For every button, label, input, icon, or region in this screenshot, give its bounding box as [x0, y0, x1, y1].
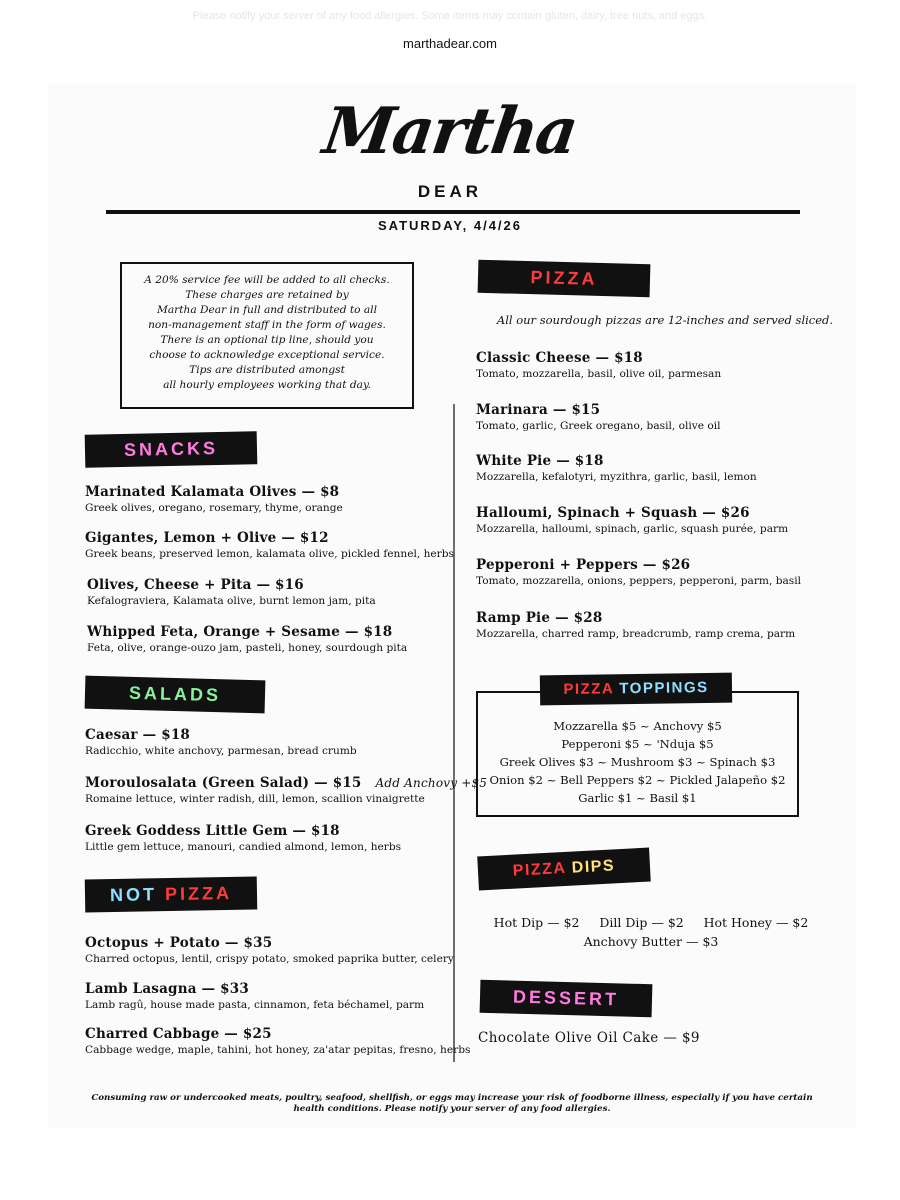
menu-item — [87, 624, 407, 655]
menu-date: SATURDAY, 4/4/26 — [378, 218, 522, 233]
menu-item — [85, 1026, 470, 1057]
menu-item — [85, 484, 343, 515]
menu-item — [85, 823, 401, 854]
item-desc: Kefalograviera, Kalamata olive, burnt lemon jam, pita — [87, 595, 376, 607]
item-desc: Tomato, mozzarella, onions, peppers, pepperoni, parm, basil — [476, 575, 802, 587]
logo-script: Martha — [319, 94, 582, 169]
menu-item — [476, 505, 788, 536]
fee-line: all hourly employees working that day. — [163, 379, 371, 391]
dip-item: Hot Honey — $2 — [703, 915, 809, 930]
item-name: Ramp Pie — $28 — [476, 610, 603, 626]
fee-line: choose to acknowledge exceptional service. — [149, 349, 385, 361]
allergy-footer: Consuming raw or undercooked meats, poultry, seafood, shellfish, or eggs may increase your risk of foodborne illness, especially if you have certain health conditions. Please notify your server of any food allergies. — [91, 1093, 813, 1114]
dip-item: Dill Dip — $2 — [599, 915, 684, 930]
dip-item: Anchovy Butter — $3 — [583, 934, 719, 949]
item-desc: Feta, olive, orange-ouzo jam, pasteli, honey, sourdough pita — [87, 642, 408, 654]
item-name: Marinated Kalamata Olives — $8 — [85, 484, 340, 500]
item-desc: Tomato, mozzarella, basil, olive oil, parmesan — [476, 368, 722, 380]
menu-item — [476, 453, 757, 484]
item-addon: Add Anchovy +$5 — [375, 776, 488, 790]
topping-line: Garlic $1 ~ Basil $1 — [578, 791, 697, 805]
item-desc: Greek beans, preserved lemon, kalamata olive, pickled fennel, herbs — [85, 548, 454, 560]
item-name: Caesar — $18 — [85, 727, 191, 743]
service-fee-notice — [120, 262, 414, 409]
item-desc: Little gem lettuce, manouri, candied almond, lemon, herbs — [85, 841, 402, 853]
menu-item — [476, 610, 795, 641]
menu-item — [85, 981, 424, 1012]
item-name: Charred Cabbage — $25 — [85, 1026, 272, 1042]
item-name: White Pie — $18 — [476, 453, 604, 469]
logo — [0, 96, 900, 168]
topping-line: Mozzarella $5 ~ Anchovy $5 — [553, 719, 722, 733]
toppings-title-b: TOPPINGS — [619, 678, 709, 698]
fee-line: There is an optional tip line, should you — [160, 334, 374, 346]
salads-banner — [85, 676, 266, 714]
fee-line: A 20% service fee will be added to all checks. — [144, 274, 390, 286]
item-desc: Mozzarella, kefalotyri, myzithra, garlic, basil, lemon — [476, 471, 757, 483]
not-pizza-title-b: PIZZA — [164, 882, 233, 905]
item-name: Octopus + Potato — $35 — [85, 935, 273, 951]
toppings-box — [476, 691, 799, 817]
dips-title-b: DIPS — [571, 857, 616, 877]
item-name: Gigantes, Lemon + Olive — $12 — [85, 530, 329, 546]
menu-item — [87, 577, 376, 608]
item-desc: Cabbage wedge, maple, tahini, hot honey, za'atar pepitas, fresno, herbs — [85, 1044, 471, 1056]
pizza-title: PIZZA — [530, 267, 598, 289]
item-desc: Lamb ragû, house made pasta, cinnamon, feta béchamel, parm — [85, 999, 425, 1011]
menu-item — [85, 775, 487, 806]
menu-item — [85, 935, 454, 966]
item-name: Pepperoni + Peppers — $26 — [476, 557, 691, 573]
fee-line: non-management staff in the form of wages. — [148, 319, 386, 331]
dip-item: Hot Dip — $2 — [493, 915, 580, 930]
not-pizza-banner — [85, 877, 258, 913]
item-name: Halloumi, Spinach + Squash — $26 — [476, 505, 750, 521]
menu-item — [476, 350, 721, 381]
toppings-title-a: PIZZA — [563, 680, 614, 699]
fee-line: Tips are distributed amongst — [189, 364, 345, 376]
pizza-banner — [478, 260, 651, 297]
site-domain[interactable]: marthadear.com — [403, 36, 497, 51]
logo-sub: DEAR — [417, 182, 483, 201]
snacks-banner — [85, 431, 258, 468]
fee-line: Martha Dear in full and distributed to all — [157, 304, 377, 316]
item-desc: Tomato, garlic, Greek oregano, basil, olive oil — [476, 420, 721, 432]
salads-title: SALADS — [128, 682, 222, 706]
dips-title-a: PIZZA — [512, 859, 567, 880]
item-name-text: Moroulosalata (Green Salad) — $15 — [85, 775, 362, 791]
header-rule — [106, 210, 800, 214]
item-desc: Romaine lettuce, winter radish, dill, lemon, scallion vinaigrette — [85, 793, 425, 805]
menu-item: Chocolate Olive Oil Cake — $9 — [478, 1030, 700, 1046]
item-name — [85, 775, 487, 792]
pizza-note: All our sourdough pizzas are 12-inches and served sliced. — [496, 313, 834, 327]
topping-line: Pepperoni $5 ~ 'Nduja $5 — [561, 737, 714, 751]
item-name: Greek Goddess Little Gem — $18 — [85, 823, 340, 839]
top-note: Please notify your server of any food allergies. Some items may contain gluten, dairy, tree nuts, and eggs. — [192, 10, 708, 22]
menu-item — [476, 557, 801, 588]
topping-line: Greek Olives $3 ~ Mushroom $3 ~ Spinach $3 — [499, 755, 776, 769]
item-desc: Radicchio, white anchovy, parmesan, bread crumb — [85, 745, 357, 757]
item-desc: Mozzarella, charred ramp, breadcrumb, ramp crema, parm — [476, 628, 796, 640]
dessert-banner — [480, 980, 653, 1017]
menu-item — [85, 530, 454, 561]
not-pizza-title-a: NOT — [109, 884, 158, 906]
menu-item — [85, 727, 357, 758]
item-name: Whipped Feta, Orange + Sesame — $18 — [87, 624, 393, 640]
item-name: Lamb Lasagna — $33 — [85, 981, 249, 997]
fee-line: These charges are retained by — [185, 289, 349, 301]
item-desc: Greek olives, oregano, rosemary, thyme, orange — [85, 502, 343, 514]
item-desc: Mozzarella, halloumi, spinach, garlic, squash purée, parm — [476, 523, 789, 535]
menu-item — [476, 402, 721, 433]
topping-line: Onion $2 ~ Bell Peppers $2 ~ Pickled Jalapeño $2 — [489, 773, 786, 787]
item-name: Olives, Cheese + Pita — $16 — [87, 577, 304, 593]
dessert-title: DESSERT — [512, 986, 620, 1010]
snacks-title: SNACKS — [123, 438, 219, 460]
item-name: Marinara — $15 — [476, 402, 601, 418]
item-desc: Charred octopus, lentil, crispy potato, smoked paprika butter, celery — [85, 953, 454, 965]
item-name: Classic Cheese — $18 — [476, 350, 643, 366]
toppings-banner — [540, 673, 732, 706]
dips-list — [476, 913, 826, 951]
